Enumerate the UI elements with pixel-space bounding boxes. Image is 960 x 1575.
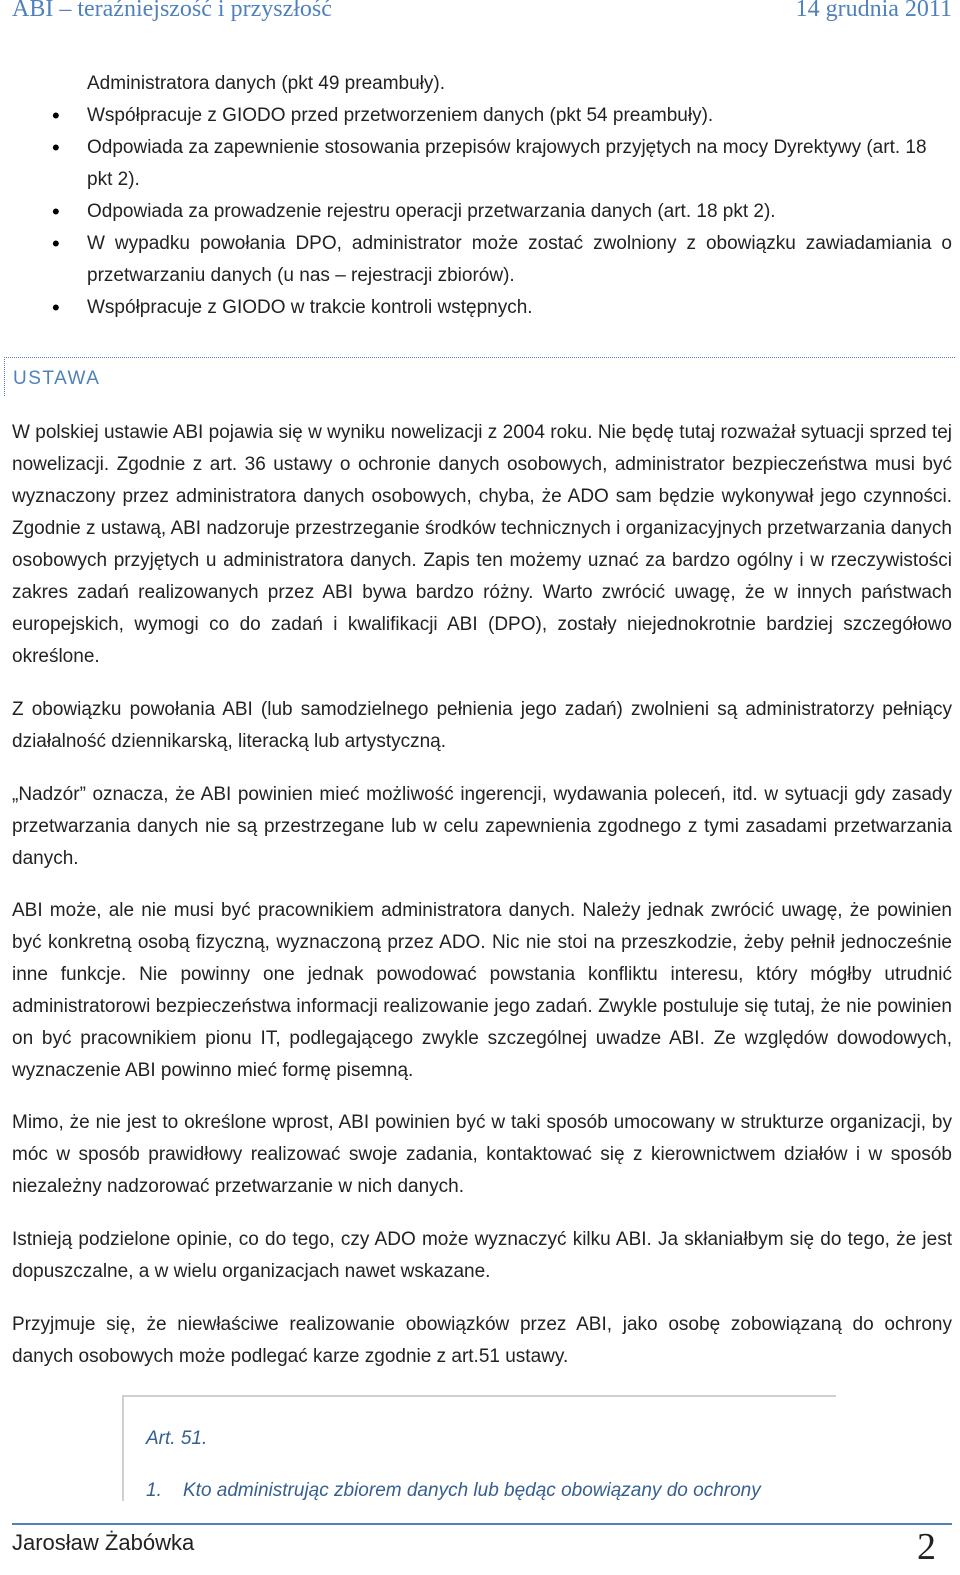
list-item-text: Odpowiada za prowadzenie rejestru operacji przetwarzania danych (art. 18 pkt 2). <box>87 201 776 222</box>
footer-author: Jarosław Żabówka <box>12 1530 195 1555</box>
document-date: 14 grudnia 2011 <box>795 0 952 22</box>
paragraph-7: Przyjmuje się, że niewłaściwe realizowanie obowiązków przez ABI, jako osobę zobowiązaną do ochrony danych osobowych może podlegać karze zgodnie z art.51 ustawy. <box>12 1314 952 1367</box>
quote-article: Art. 51. <box>146 1428 208 1449</box>
paragraph-2: Z obowiązku powołania ABI (lub samodzielnego pełnienia jego zadań) zwolnieni są administratorzy pełniący działalność dziennikarską, literacką lub artystyczną. <box>12 699 952 752</box>
quote-border-top <box>122 1395 836 1397</box>
footer-divider <box>12 1523 952 1525</box>
paragraph-1: W polskiej ustawie ABI pojawia się w wyniku nowelizacji z 2004 roku. Nie będę tutaj rozważał sytuacji sprzed tej nowelizacji. Zgodnie z art. 36 ustawy o ochronie danych osobowych, administrator bezpieczeństwa musi być wyznaczony przez administratora danych osobowych, chyba, że ADO sam będzie wykonywał jego czynności. Zgodnie z ustawą, ABI nadzoruje przestrzeganie środków technicznych i organizacyjnych przetwarzania danych osobowych przyjętych u administratora danych. Zapis ten możemy uznać za bardzo ogólny i w rzeczywistości zakres zadań realizowanych przez ABI bywa bardzo różny. Warto zwrócić uwagę, że w innych państwach europejskich, wymogi co do zadań i kwalifikacji ABI (DPO), zostały niejednokrotnie bardziej szczegółowo określone. <box>12 422 952 667</box>
list-item-text: Administratora danych (pkt 49 preambuły). <box>87 73 445 94</box>
quote-item-number: 1. <box>146 1480 162 1501</box>
bullet-list <box>12 68 952 324</box>
list-item <box>12 196 952 228</box>
paragraph-5: Mimo, że nie jest to określone wprost, ABI powinien być w taki sposób umocowany w strukturze organizacji, by móc w sposób prawidłowy realizować swoje zadania, kontaktować się z kierownictwem działów i w sposób niezależny nadzorować przetwarzanie w nich danych. <box>12 1112 952 1197</box>
list-item <box>12 68 952 100</box>
list-item-text: Współpracuje z GIODO w trakcie kontroli wstępnych. <box>87 297 533 318</box>
list-item <box>12 292 952 324</box>
quote-border-left <box>122 1395 124 1501</box>
list-item <box>12 228 952 292</box>
list-item-text: W wypadku powołania DPO, administrator może zostać zwolniony z obowiązku zawiadamiania o przetwarzaniu danych (u nas – rejestracji zbiorów). <box>87 233 952 286</box>
list-item-text: Współpracuje z GIODO przed przetworzeniem danych (pkt 54 preambuły). <box>87 105 714 126</box>
legal-quote <box>146 1413 761 1517</box>
page-header <box>12 0 952 28</box>
paragraph-3: „Nadzór” oznacza, że ABI powinien mieć możliwość ingerencji, wydawania poleceń, itd. w sytuacji gdy zasady przetwarzania danych nie są przestrzegane lub w celu zapewnienia zgodnego z tymi zasadami przetwarzania danych. <box>12 784 952 869</box>
list-item-text: Odpowiada za zapewnienie stosowania przepisów krajowych przyjętych na mocy Dyrektywy (art. 18 pkt 2). <box>87 137 927 190</box>
paragraph-6: Istnieją podzielone opinie, co do tego, czy ADO może wyznaczyć kilku ABI. Ja skłaniałbym się do tego, że jest dopuszczalne, a w wielu organizacjach nawet wskazane. <box>12 1229 952 1282</box>
list-item <box>12 132 952 196</box>
paragraph-4: ABI może, ale nie musi być pracownikiem administratora danych. Należy jednak zwrócić uwagę, że powinien być konkretną osobą fizyczną, wyznaczoną przez ADO. Nic nie stoi na przeszkodzie, żeby pełnił jednocześnie inne funkcje. Nie powinny one jednak powodować powstania konfliktu interesu, który mógłby utrudnić administratorowi bezpieczeństwa informacji realizowanie jego zadań. Zwykle postuluje się tutaj, że nie powinien on być pracownikiem pionu IT, podlegającego zwykle szczególnej uwadze ABI. Ze względów dowodowych, wyznaczenie ABI powinno mieć formę pisemną. <box>12 900 952 1081</box>
section-heading: USTAWA <box>13 368 101 389</box>
list-item <box>12 100 952 132</box>
page-number: 2 <box>917 1526 936 1568</box>
quote-item <box>146 1465 761 1517</box>
document-title: ABI – teraźniejszość i przyszłość <box>12 0 332 22</box>
section-heading-box <box>4 357 955 396</box>
quote-item-text: Kto administrując zbiorem danych lub będąc obowiązany do ochrony <box>183 1480 761 1501</box>
